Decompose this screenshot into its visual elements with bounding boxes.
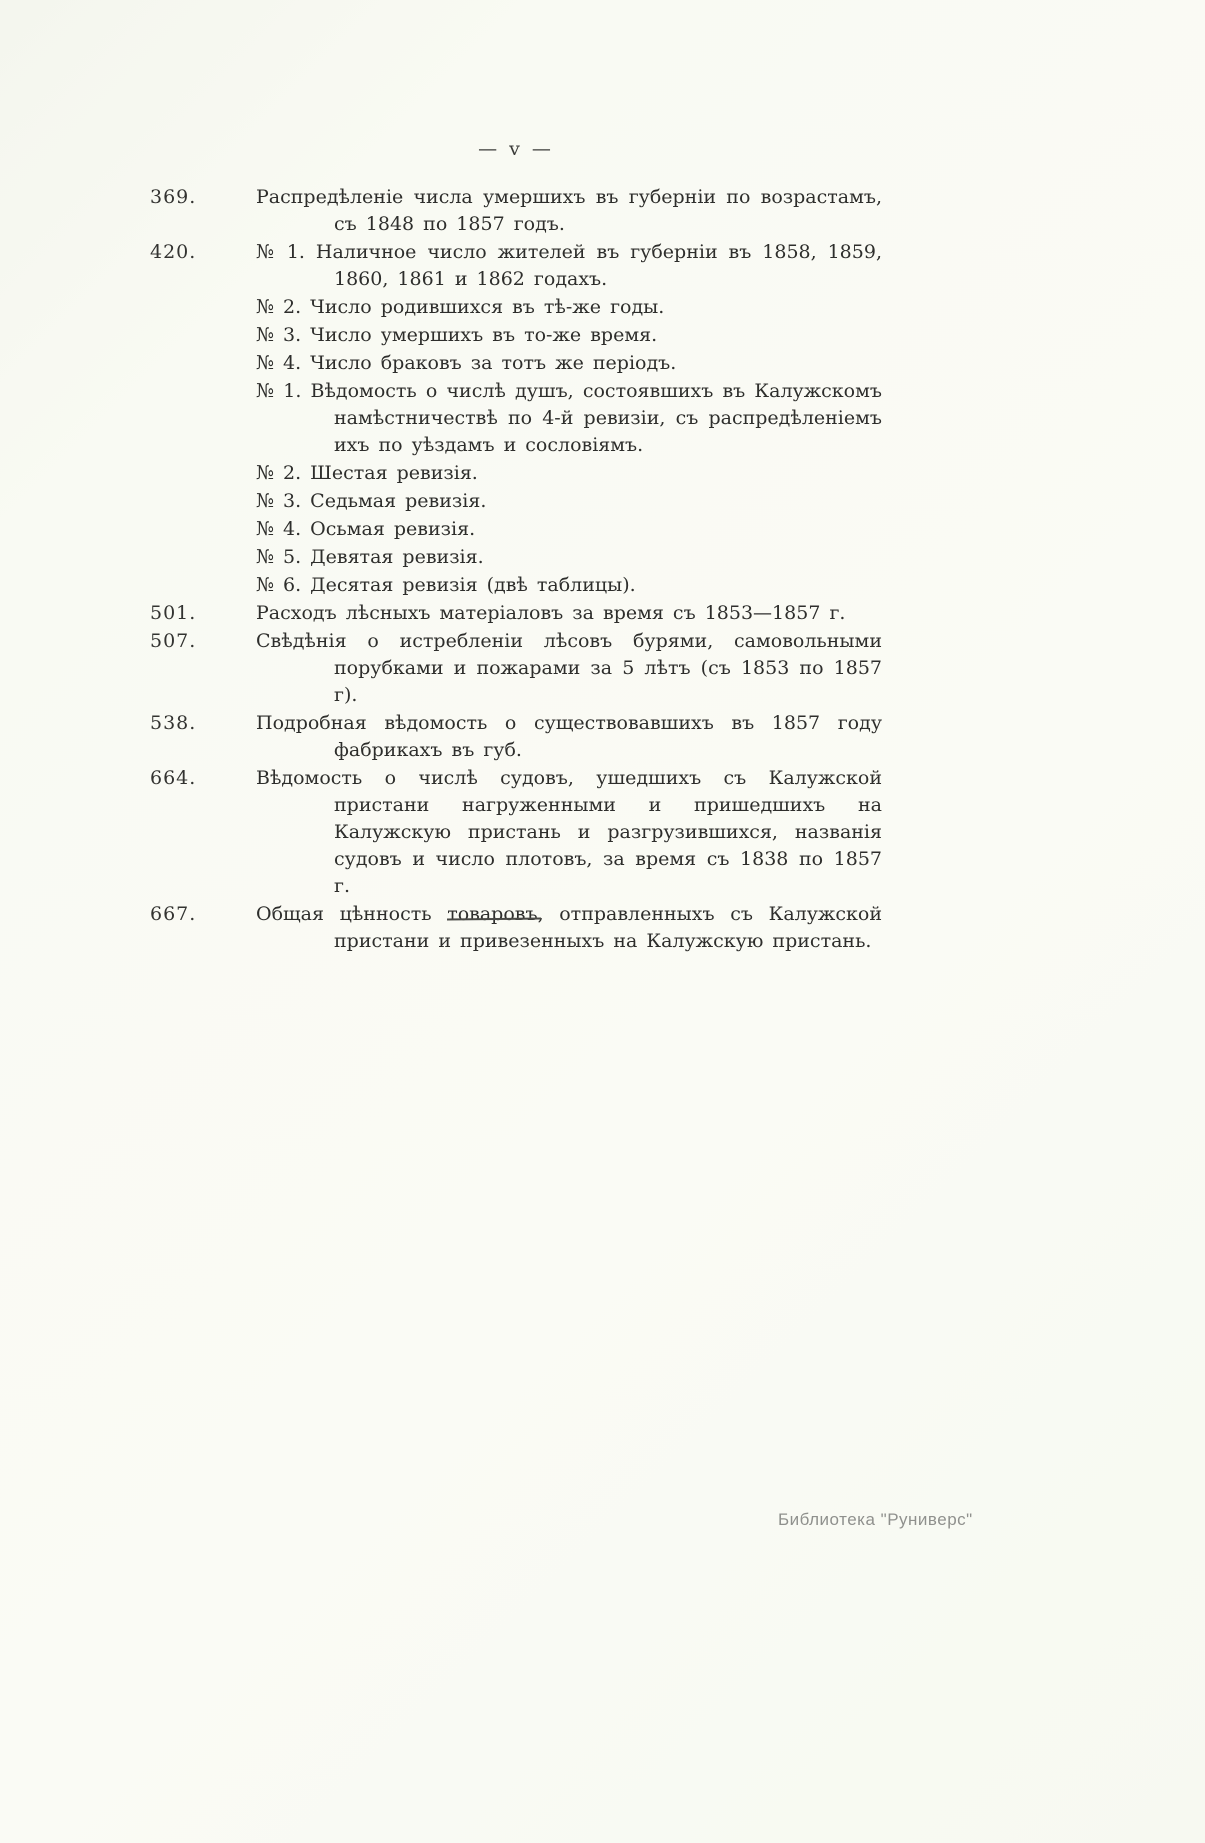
toc-entry [150,544,882,571]
toc-entry [150,901,882,955]
toc-entry [150,572,882,599]
entry-text: Вѣдомость о числѣ судовъ, ушедшихъ съ Калужской пристани нагруженными и пришедшихъ на Калужскую пристань и разгрузившихся, названія судовъ и число плотовъ, за время съ 1838 по 1857 г. [256,767,882,897]
library-watermark: Библиотека "Руниверс" [778,1510,973,1529]
entry-text: № 1. Наличное число жителей въ губерніи въ 1858, 1859, 1860, 1861 и 1862 годахъ. [256,241,882,290]
entry-text: № 5. Девятая ревизія. [256,546,484,568]
page-number-header: — v — [478,138,554,160]
entry-page-number: 538. [150,712,197,734]
entry-page-number: 507. [150,630,197,652]
entry-text: № 3. Седьмая ревизія. [256,490,487,512]
entry-page-number: 664. [150,767,197,789]
toc-entry [150,350,882,377]
toc-entry [150,322,882,349]
entry-text: № 6. Десятая ревизія (двѣ таблицы). [256,574,636,596]
toc-entry [150,239,882,293]
entry-text: Расходъ лѣсныхъ матеріаловъ за время съ 1853—1857 г. [256,602,846,624]
entry-text: № 3. Число умершихъ въ то-же время. [256,324,658,346]
entry-text: № 4. Число браковъ за тотъ же періодъ. [256,352,677,374]
toc-entry [150,294,882,321]
toc-entry [150,765,882,900]
entry-page-number: 369. [150,186,197,208]
entry-page-number: 667. [150,903,197,925]
toc-entry [150,628,882,709]
entry-text: Подробная вѣдомость о существовавшихъ въ 1857 году фабрикахъ въ губ. [256,712,882,761]
entry-text: Общая цѣнность товаровъ, отправленныхъ съ Калужской пристани и привезенныхъ на Калужскую пристань. [256,903,882,952]
toc-entry [150,488,882,515]
entry-text: № 2. Число родившихся въ тѣ-же годы. [256,296,665,318]
entry-text: Распредѣленіе числа умершихъ въ губерніи по возрастамъ, съ 1848 по 1857 годъ. [256,186,882,235]
entry-page-number: 501. [150,602,197,624]
entry-page-number: 420. [150,241,197,263]
toc-entry [150,378,882,459]
toc-entry [150,516,882,543]
toc-entry [150,600,882,627]
table-of-contents [150,184,882,956]
toc-entry [150,184,882,238]
entry-text: № 1. Вѣдомость о числѣ душъ, состоявшихъ въ Калужскомъ намѣстничествѣ по 4-й ревизіи, съ распредѣленіемъ ихъ по уѣздамъ и сословіямъ. [256,380,882,456]
toc-entry [150,710,882,764]
entry-text: Свѣдѣнія о истребленіи лѣсовъ бурями, самовольными порубками и пожарами за 5 лѣтъ (съ 1853 по 1857 г). [256,630,882,706]
entry-text: № 2. Шестая ревизія. [256,462,478,484]
entry-text: № 4. Осьмая ревизія. [256,518,476,540]
toc-entry [150,460,882,487]
